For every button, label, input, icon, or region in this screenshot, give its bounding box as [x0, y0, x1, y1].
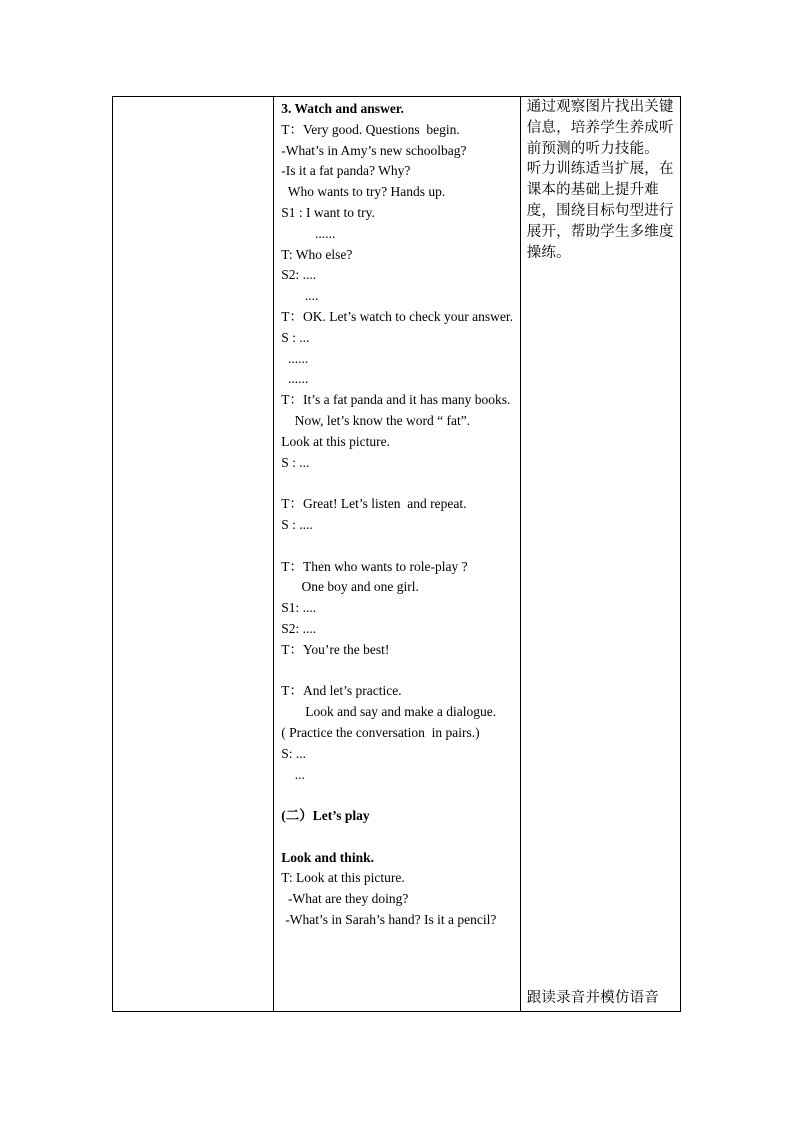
purpose-paragraph: 通过观察图片找出关键信息，培养学生养成听前预测的听力技能。 — [526, 99, 674, 157]
dialogue-line: ...... — [281, 225, 336, 241]
empty-cell — [113, 97, 274, 1012]
dialogue-line: -What’s in Sarah’s hand? Is it a pencil? — [285, 912, 497, 928]
dialogue-line: Who wants to try? Hands up. — [281, 184, 446, 200]
dialogue-line: S : .... — [281, 516, 313, 532]
dialogue-line: S: ... — [281, 745, 307, 761]
teaching-process-cell — [274, 97, 520, 1012]
dialogue-line: S2: .... — [281, 620, 317, 636]
purpose-paragraph: 听力训练适当扩展，在课本的基础上提升难度，围绕目标句型进行展开，帮助学生多维度操练。 — [526, 161, 674, 261]
dialogue-line: ...... — [281, 350, 309, 366]
dialogue-line: S : ... — [281, 454, 310, 470]
dialogue-line: -What’s in Amy’s new schoolbag? — [281, 142, 467, 158]
dialogue-line: S1 : I want to try. — [281, 204, 375, 220]
dialogue-line: T：You’re the best! — [281, 641, 390, 657]
blank-line — [281, 661, 514, 682]
dialogue-line: T: Who else? — [281, 246, 353, 262]
dialogue-line: ( Practice the conversation in pairs.) — [281, 724, 480, 740]
dialogue-line: Now, let’s know the word “ fat”. — [281, 412, 471, 428]
lesson-plan-table — [112, 96, 681, 1012]
dialogue-line: T: Look at this picture. — [281, 870, 405, 886]
dialogue-line: ...... — [281, 371, 309, 387]
sub-heading: Look and think. — [281, 849, 374, 865]
dialogue-line: ... — [281, 766, 305, 782]
dialogue-line: One boy and one girl. — [281, 579, 419, 595]
dialogue-line: T：Very good. Questions begin. — [281, 121, 460, 137]
section-heading: (二）Let’s play — [281, 808, 370, 824]
table-row — [113, 97, 681, 1012]
dialogue-line: Look and say and make a dialogue. — [305, 704, 497, 720]
blank-line — [281, 785, 514, 806]
dialogue-line: Look at this picture. — [281, 433, 391, 449]
dialogue-line: -What are they doing? — [281, 891, 409, 907]
teaching-process — [274, 97, 519, 931]
dialogue-line: .... — [281, 288, 319, 304]
dialogue-line: -Is it a fat panda? Why? — [281, 163, 411, 179]
dialogue-line: T：It’s a fat panda and it has many books. — [281, 392, 511, 408]
blank-line — [281, 536, 514, 557]
purpose-paragraph: 跟读录音并模仿语音 — [526, 990, 660, 1007]
blank-line — [281, 827, 514, 848]
dialogue-line: S1: .... — [281, 600, 317, 616]
dialogue-line: T：OK. Let’s watch to check your answer. — [281, 308, 513, 324]
dialogue-line: S2: .... — [281, 267, 317, 283]
section-heading: 3. Watch and answer. — [281, 101, 404, 116]
dialogue-line: T：And let’s practice. — [281, 683, 402, 699]
blank-line — [281, 473, 514, 494]
design-purpose-cell — [520, 97, 680, 1012]
dialogue-line: S : ... — [281, 329, 310, 345]
dialogue-line: T：Then who wants to role-play ? — [281, 558, 468, 574]
dialogue-line: T：Great! Let’s listen and repeat. — [281, 496, 467, 512]
